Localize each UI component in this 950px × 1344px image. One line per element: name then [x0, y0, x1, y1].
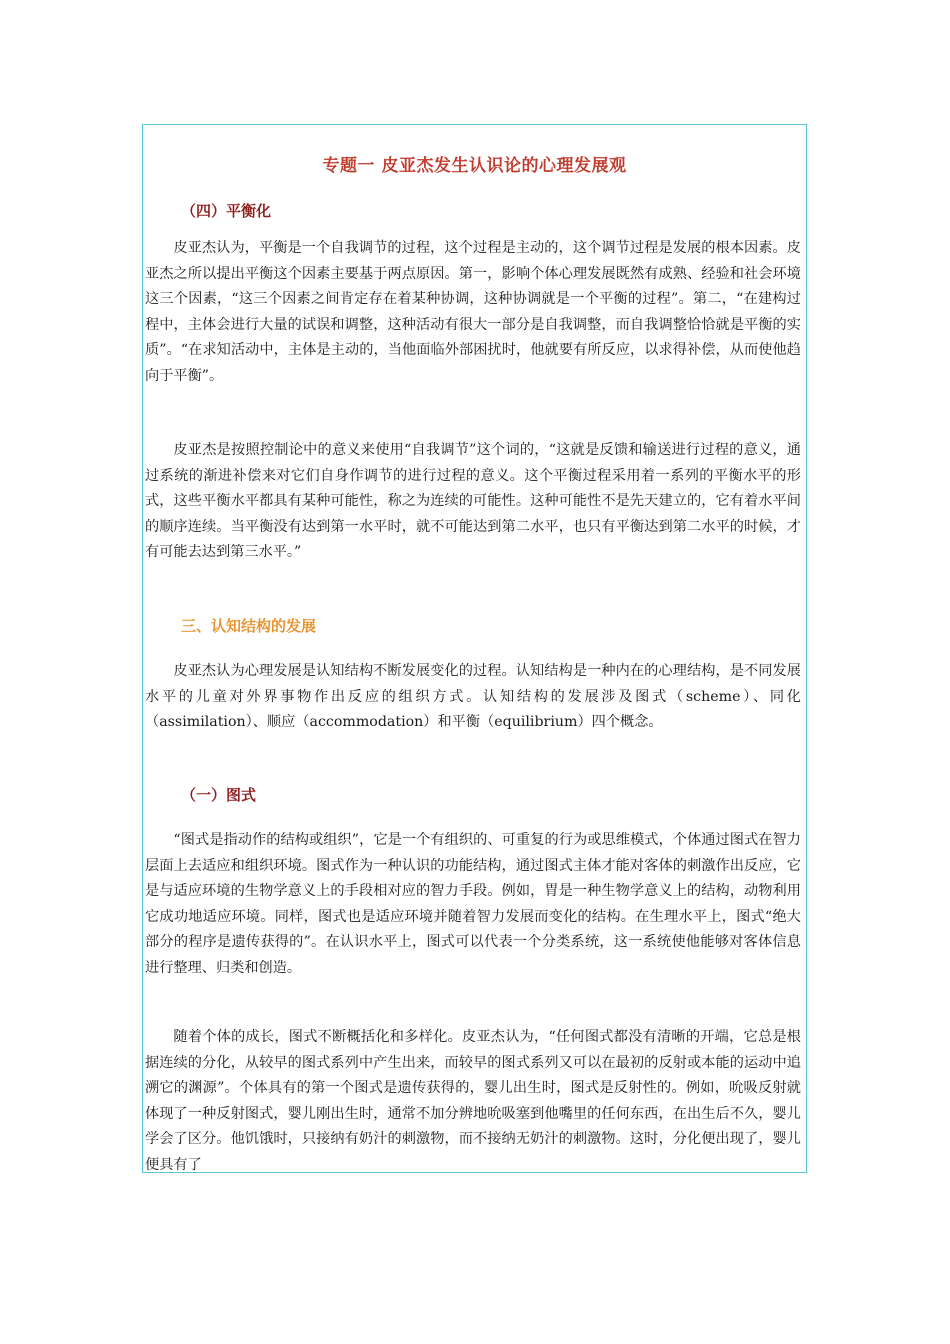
section-heading-structure: 三、认知结构的发展 [181, 617, 317, 635]
paragraph-schema-2: 随着个体的成长，图式不断概括化和多样化。皮亚杰认为，“任何图式都没有清晰的开端，它总是根据连续的分化，从较早的图式系列中产生出来，而较早的图式系列又可以在最初的反射或本能的运动中追溯它的渊源”。个体具有的第一个图式是遗传获得的，婴儿出生时，图式是反射性的。例如，吮吸反射就体现了一种反射图式，婴儿刚出生时，通常不加分辨地吮吸塞到他嘴里的任何东西，在出生后不久，婴儿学会了区分。他饥饿时，只接纳有奶汁的刺激物，而不接纳无奶汁的刺激物。这时，分化便出现了，婴儿便具有了 [145, 1029, 801, 1173]
paragraph-balance-2: 皮亚杰是按照控制论中的意义来使用“自我调节”这个词的，“这就是反馈和输送进行过程的意义，通过系统的渐进补偿来对它们自身作调节的进行过程的意义。这个平衡过程采用着一系列的平衡水平的形式，这些平衡水平都具有某种可能性，称之为连续的可能性。这种可能性不是先天建立的，它有着水平间的顺序连续。当平衡没有达到第一水平时，就不可能达到第二水平，也只有平衡达到第二水平的时候，才有可能去达到第三水平。” [145, 442, 801, 560]
section-heading-balance: （四）平衡化 [181, 202, 272, 220]
paragraph-schema-1: “图式是指动作的结构或组织”，它是一个有组织的、可重复的行为或思维模式，个体通过图式在智力层面上去适应和组织环境。图式作为一种认识的功能结构，通过图式主体才能对客体的刺激作出反应，它是与适应环境的生物学意义上的手段相对应的智力手段。例如，胃是一种生物学意义上的结构，动物利用它成功地适应环境。同样，图式也是适应环境并随着智力发展而变化的结构。在生理水平上，图式“绝大部分的程序是遗传获得的”。在认识水平上，图式可以代表一个分类系统，这一系统使他能够对客体信息进行整理、归类和创造。 [145, 832, 801, 976]
document-frame [142, 124, 807, 1173]
section-heading-schema: （一）图式 [181, 786, 257, 804]
paragraph-balance-1: 皮亚杰认为，平衡是一个自我调节的过程，这个过程是主动的，这个调节过程是发展的根本因素。皮亚杰之所以提出平衡这个因素主要基于两点原因。第一，影响个体心理发展既然有成熟、经验和社会环境这三个因素，“这三个因素之间肯定存在着某种协调，这种协调就是一个平衡的过程”。第二，“在建构过程中，主体会进行大量的试误和调整，这种活动有很大一部分是自我调整，而自我调整恰恰就是平衡的实质”。“在求知活动中，主体是主动的，当他面临外部困扰时，他就要有所反应，以求得补偿，从而使他趋向于平衡”。 [145, 240, 801, 384]
document-title: 专题一 皮亚杰发生认识论的心理发展观 [322, 156, 627, 176]
paragraph-structure-1: 皮亚杰认为心理发展是认知结构不断发展变化的过程。认知结构是一种内在的心理结构，是不同发展水平的儿童对外界事物作出反应的组织方式。认知结构的发展涉及图式（scheme）、同化（assimilation）、顺应（accommodation）和平衡（equilibrium）四个概念。 [145, 663, 801, 730]
